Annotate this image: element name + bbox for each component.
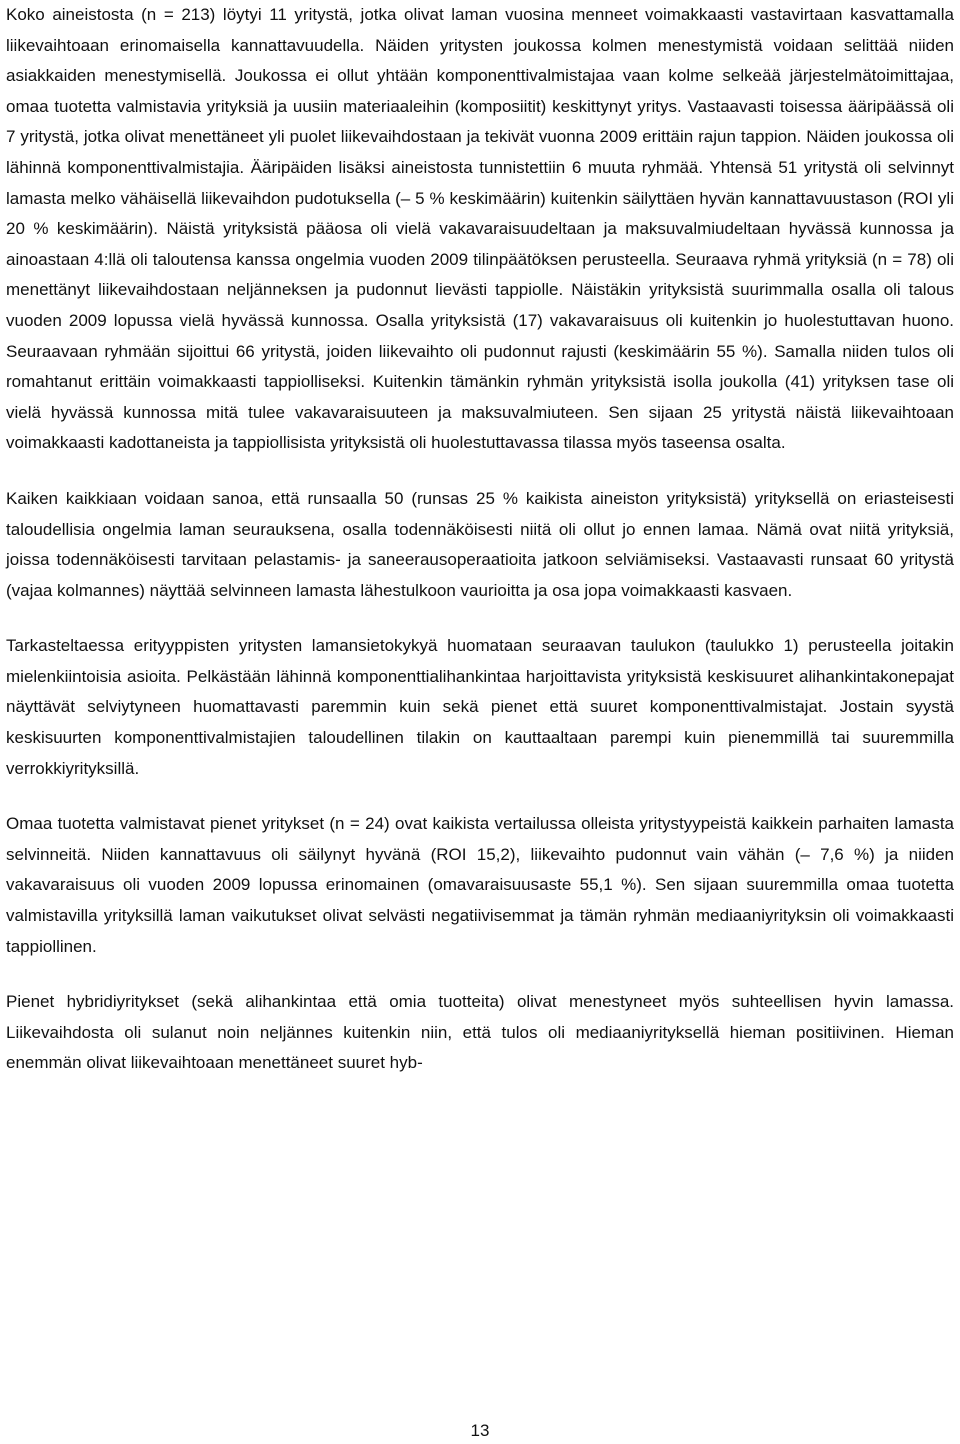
paragraph-2: Kaiken kaikkiaan voidaan sanoa, että runsaalla 50 (runsas 25 % kaikista aineiston yrityksistä) yrityksellä on eriasteisesti taloudellisia ongelmia laman seurauksena, osalla todennäköisesti niitä oli ollut jo ennen lamaa. Nämä ovat niitä yrityksiä, joissa todennäköisesti tarvitaan pelastamis- ja saneerausoperaatioita jatkoon selviämiseksi. Vastaavasti runsaat 60 yritystä (vajaa kolmannes) näyttää selvinneen lamasta lähestulkoon vaurioitta ja osa jopa voimakkaasti kasvaen.: [6, 488, 954, 600]
paragraph-1: Koko aineistosta (n = 213) löytyi 11 yritystä, jotka olivat laman vuosina menneet voimakkaasti vastavirtaan kasvattamalla liikevaihtoaan erinomaisella kannattavuudella. Näiden yritysten joukossa kolmen menestymistä voidaan selittää niiden asiakkaiden menestymisellä. Joukossa ei ollut yhtään komponenttivalmistajaa vaan kolme selkeää järjestelmätoimittajaa, omaa tuotetta valmistavia yrityksiä ja uusiin materiaaleihin (komposiitit) keskittynyt yritys. Vastaavasti toisessa ääripäässä oli 7 yritystä, jotka olivat menettäneet yli puolet liikevaihdostaan ja tekivät vuonna 2009 erittäin rajun tappion. Näiden joukossa oli lähinnä komponenttivalmistajia. Ääripäiden lisäksi aineistosta tunnistettiin 6 muuta ryhmää. Yhtensä 51 yritystä oli selvinnyt lamasta melko vähäisellä liikevaihdon pudotuksella (– 5 % keskimäärin) kuitenkin säilyttäen hyvän kannattavuustason (ROI yli 20 % keskimäärin). Näistä yrityksistä pääosa oli vielä vakavaraisuudeltaan ja maksuvalmiudeltaan hyvässä kunnossa ja ainoastaan 4:llä oli taloutensa kanssa ongelmia vuoden 2009 tilinpäätöksen perusteella. Seuraava ryhmä yrityksiä (n = 78) oli menettänyt liikevaihdostaan neljänneksen ja pudonnut lievästi tappiolle. Näistäkin yrityksistä suurimmalla osalla oli talous vuoden 2009 lopussa vielä hyvässä kunnossa. Osalla yrityksistä (17) vakavaraisuus oli kuitenkin jo huolestuttavan huono. Seuraavaan ryhmään sijoittui 66 yritystä, joiden liikevaihto oli pudonnut rajusti (keskimäärin 55 %). Samalla niiden tulos oli romahtanut erittäin voimakkaasti tappiolliseksi. Kuitenkin tämänkin ryhmän yrityksistä isolla joukolla (41) yrityksen tase oli vielä hyvässä kunnossa mitä tulee vakavaraisuuteen ja maksuvalmiuteen. Sen sijaan 25 yritystä näistä liikevaihtoaan voimakkaasti kadottaneista ja tappiollisista yrityksistä oli huolestuttavassa tilassa myös taseensa osalta.: [6, 5, 954, 453]
page-number: 13: [470, 1421, 490, 1440]
document-page: [6, 0, 954, 1079]
paragraph-5: Pienet hybridiyritykset (sekä alihankintaa että omia tuotteita) olivat menestyneet myös suhteellisen hyvin lamassa. Liikevaihdosta oli sulanut noin neljännes kuitenkin niin, että tulos oli mediaaniyrityksellä hieman positiivinen. Hieman enemmän olivat liikevaihtoaan menettäneet suuret hyb-: [6, 992, 954, 1073]
paragraph-3: Tarkasteltaessa erityyppisten yritysten lamansietokykyä huomataan seuraavan taulukon (taulukko 1) perusteella joitakin mielenkiintoisia asioita. Pelkästään lähinnä komponenttialihankintaa harjoittavista yrityksistä keskisuuret alihankintakonepajat näyttävät selviytyneen huomattavasti paremmin kuin sekä pienet että suuret komponenttivalmistajat. Jostain syystä keskisuurten komponenttivalmistajien taloudellinen tilakin on kauttaaltaan parempi kuin pienemmillä tai suuremmilla verrokkiyrityksillä.: [6, 636, 954, 778]
paragraph-4: Omaa tuotetta valmistavat pienet yritykset (n = 24) ovat kaikista vertailussa olleista yritystyypeistä kaikkein parhaiten lamasta selvinneitä. Niiden kannattavuus oli säilynyt hyvänä (ROI 15,2), liikevaihto pudonnut vain vähän (– 7,6 %) ja niiden vakavaraisuus oli vuoden 2009 lopussa erinomainen (omavaraisuusaste 55,1 %). Sen sijaan suuremmilla omaa tuotetta valmistavilla yrityksillä laman vaikutukset olivat selvästi negatiivisemmat ja tämän ryhmän mediaaniyrityksin oli voimakkaasti tappiollinen.: [6, 814, 954, 956]
